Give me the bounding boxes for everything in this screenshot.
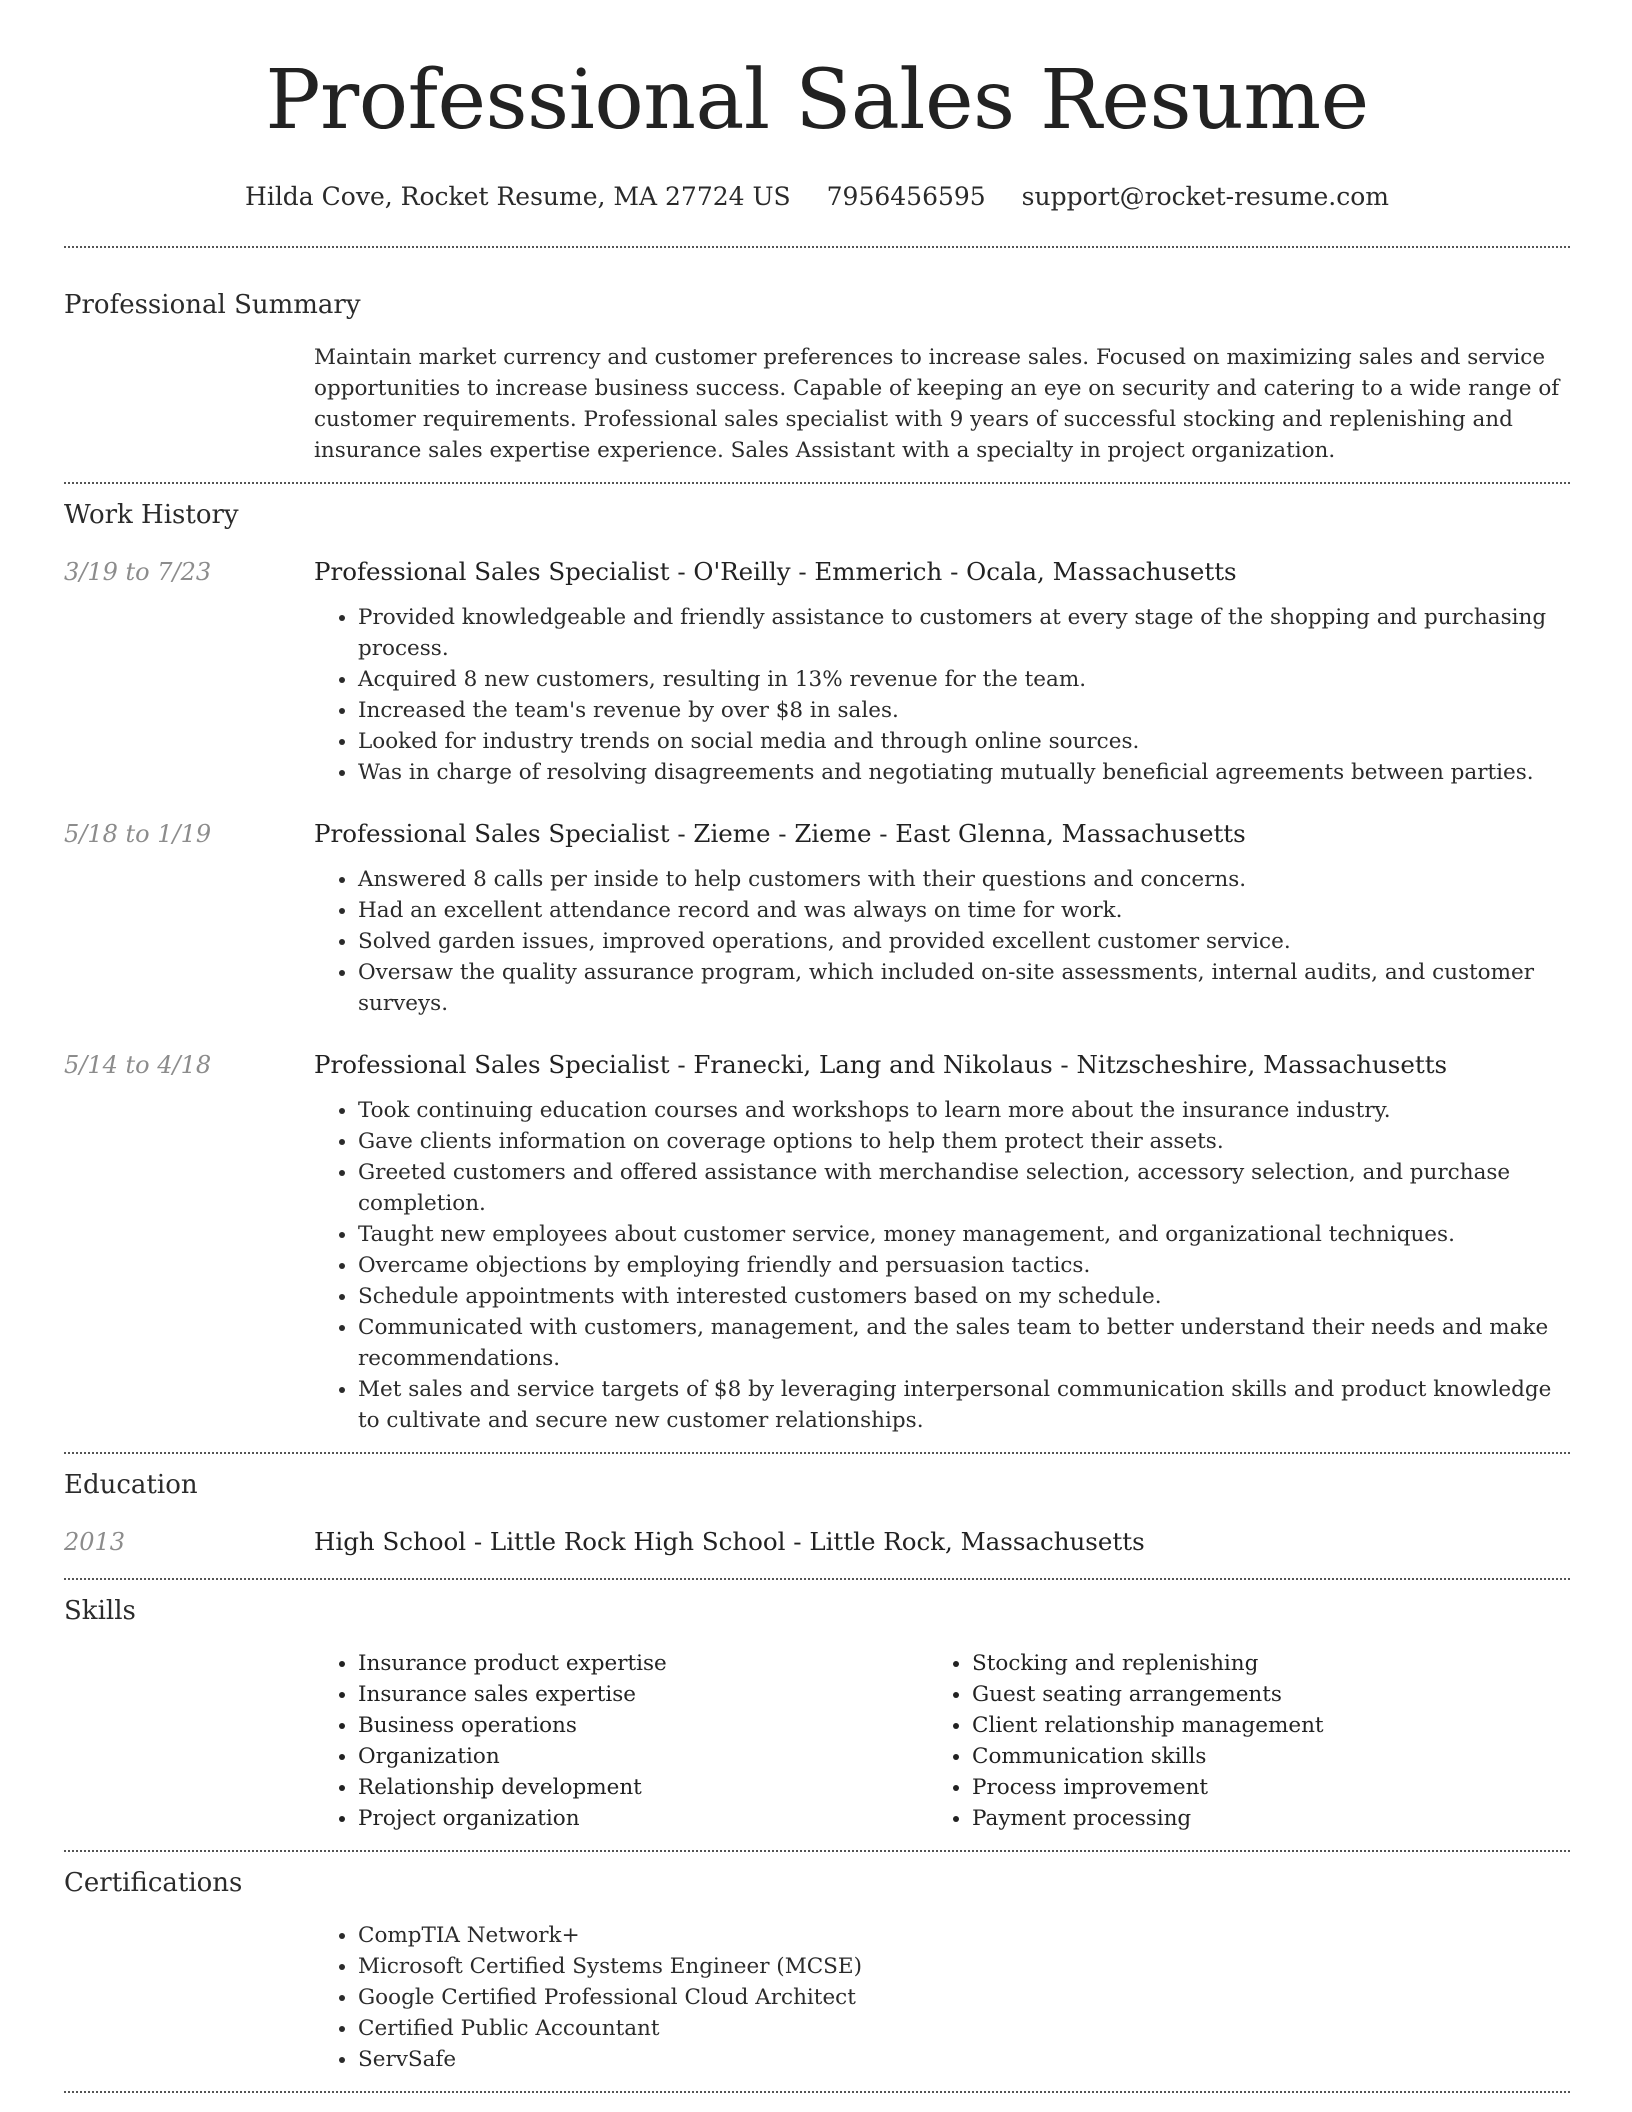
- divider: [64, 482, 1570, 484]
- skill-item: • Stocking and replenishing: [972, 1648, 1542, 1679]
- divider: [64, 1452, 1570, 1454]
- job-bullet: • Oversaw the quality assurance program, which included on-site assessments, internal audits, and customer surveys.: [358, 957, 1570, 1019]
- divider: [64, 2091, 1570, 2093]
- job-bullets: [314, 1095, 1570, 1436]
- summary-section: [64, 288, 1570, 466]
- education-section: [64, 1468, 1570, 1558]
- skill-item: • Client relationship management: [972, 1710, 1542, 1741]
- job-bullet: • Solved garden issues, improved operations, and provided excellent customer service.: [358, 926, 1570, 957]
- job-heading: Professional Sales Specialist - O'Reilly - Emmerich - Ocala, Massachusetts: [314, 557, 1237, 586]
- job-entry: [64, 818, 1570, 1019]
- job-bullet: • Schedule appointments with interested customers based on my schedule.: [358, 1281, 1570, 1312]
- section-title-skills: Skills: [64, 1596, 136, 1626]
- certifications-section: [64, 1866, 1570, 2075]
- skill-item: • Insurance sales expertise: [358, 1679, 928, 1710]
- resume-page: [64, 0, 1570, 2093]
- job-bullet: • Met sales and service targets of $8 by leveraging interpersonal communication skills and product knowledge to cultivate and secure new customer relationships.: [358, 1374, 1570, 1436]
- education-entry: [64, 1526, 1570, 1558]
- job-bullet: • Communicated with customers, management, and the sales team to better understand their needs and make recommendations.: [358, 1312, 1570, 1374]
- skill-item: • Payment processing: [972, 1803, 1542, 1834]
- summary-text: Maintain market currency and customer preferences to increase sales. Focused on maximizing sales and service opportunities to increase business success. Capable of keeping an eye on security and catering to a wide range of customer requirements. Professional sales specialist with 9 years of successful stocking and replenishing and insurance sales expertise experience. Sales Assistant with a specialty in project organization.: [314, 345, 1560, 463]
- certification-item: • CompTIA Network+: [358, 1920, 1570, 1951]
- job-entry: [64, 556, 1570, 788]
- certifications-list: [314, 1920, 1570, 2075]
- section-title-education: Education: [64, 1470, 198, 1500]
- contact-line: [64, 182, 1570, 212]
- certification-item: • Microsoft Certified Systems Engineer (MCSE): [358, 1951, 1570, 1982]
- skills-column-right: [928, 1648, 1542, 1834]
- education-heading: High School - Little Rock High School - Little Rock, Massachusetts: [314, 1527, 1145, 1556]
- job-date: 5/18 to 1/19: [64, 820, 212, 848]
- section-title-certifications: Certifications: [64, 1868, 243, 1898]
- skill-item: • Insurance product expertise: [358, 1648, 928, 1679]
- skills-grid: [314, 1648, 1570, 1834]
- job-bullets: [314, 864, 1570, 1019]
- skill-item: • Business operations: [358, 1710, 928, 1741]
- job-bullet: • Answered 8 calls per inside to help customers with their questions and concerns.: [358, 864, 1570, 895]
- job-date: 3/19 to 7/23: [64, 558, 212, 586]
- summary-content: [314, 342, 1570, 466]
- contact-address: Hilda Cove, Rocket Resume, MA 27724 US: [245, 182, 791, 211]
- job-bullet: • Was in charge of resolving disagreements and negotiating mutually beneficial agreements between parties.: [358, 757, 1570, 788]
- divider: [64, 1578, 1570, 1580]
- skill-item: • Process improvement: [972, 1772, 1542, 1803]
- job-bullet: • Acquired 8 new customers, resulting in 13% revenue for the team.: [358, 664, 1570, 695]
- job-bullet: • Gave clients information on coverage options to help them protect their assets.: [358, 1126, 1570, 1157]
- certification-item: • Certified Public Accountant: [358, 2013, 1570, 2044]
- job-heading: Professional Sales Specialist - Franecki, Lang and Nikolaus - Nitzscheshire, Massachusetts: [314, 1050, 1448, 1079]
- contact-phone: 7956456595: [826, 182, 986, 211]
- job-entry: [64, 1049, 1570, 1436]
- job-bullet: • Greeted customers and offered assistance with merchandise selection, accessory selection, and purchase completion.: [358, 1157, 1570, 1219]
- job-date: 5/14 to 4/18: [64, 1051, 212, 1079]
- certification-item: • Google Certified Professional Cloud Architect: [358, 1982, 1570, 2013]
- section-title-work-history: Work History: [64, 500, 239, 530]
- work-history-section: [64, 498, 1570, 1436]
- job-bullet: • Looked for industry trends on social media and through online sources.: [358, 726, 1570, 757]
- certification-item: • ServSafe: [358, 2044, 1570, 2075]
- skills-column-left: [314, 1648, 928, 1834]
- job-bullet: • Had an excellent attendance record and was always on time for work.: [358, 895, 1570, 926]
- job-bullet: • Provided knowledgeable and friendly assistance to customers at every stage of the shopping and purchasing process.: [358, 602, 1570, 664]
- job-bullet: • Took continuing education courses and workshops to learn more about the insurance industry.: [358, 1095, 1570, 1126]
- education-date: 2013: [64, 1528, 126, 1556]
- skill-item: • Project organization: [358, 1803, 928, 1834]
- job-bullet: • Increased the team's revenue by over $8 in sales.: [358, 695, 1570, 726]
- job-bullets: [314, 602, 1570, 788]
- skill-item: • Organization: [358, 1741, 928, 1772]
- skill-item: • Guest seating arrangements: [972, 1679, 1542, 1710]
- skills-section: [64, 1594, 1570, 1834]
- resume-title: Professional Sales Resume: [265, 53, 1369, 148]
- skill-item: • Communication skills: [972, 1741, 1542, 1772]
- job-heading: Professional Sales Specialist - Zieme - Zieme - East Glenna, Massachusetts: [314, 819, 1246, 848]
- divider: [64, 1850, 1570, 1852]
- job-bullet: • Taught new employees about customer service, money management, and organizational techniques.: [358, 1219, 1570, 1250]
- divider: [64, 246, 1570, 248]
- skill-item: • Relationship development: [358, 1772, 928, 1803]
- contact-email: support@rocket-resume.com: [1021, 182, 1389, 211]
- job-bullet: • Overcame objections by employing friendly and persuasion tactics.: [358, 1250, 1570, 1281]
- section-title-summary: Professional Summary: [64, 290, 361, 320]
